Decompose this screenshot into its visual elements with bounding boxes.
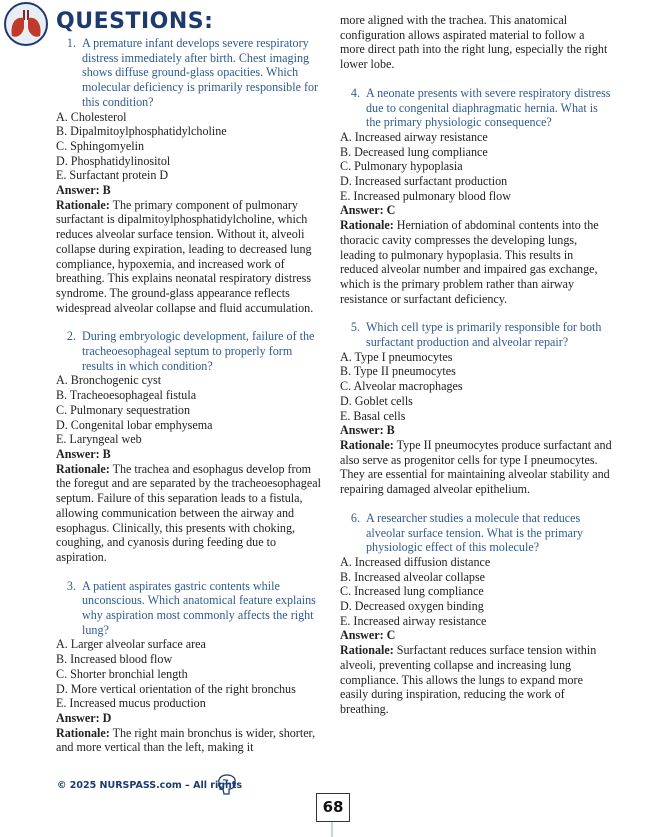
rationale-continued: more aligned with the trachea. This anatomical configuration allows aspirated material to follow a more direct path into the right lung, especially the right lower lobe.: [340, 13, 608, 72]
copyright-notice: © 2025 NURSPASS.com – All rights: [57, 780, 242, 791]
answer-option: A. Increased airway resistance: [340, 129, 488, 144]
answer-key: Answer: C: [340, 628, 396, 643]
answer-option: C. Pulmonary sequestration: [56, 402, 191, 417]
question-stem: [340, 86, 612, 130]
question-text: Which cell type is primarily responsible for both surfactant production and alveolar repair?: [366, 320, 602, 350]
question-block: [340, 320, 612, 496]
answer-key: Answer: D: [56, 710, 112, 725]
question-number: 1.: [66, 36, 76, 50]
answer-option: A. Increased diffusion distance: [340, 554, 491, 569]
rationale-label: Rationale:: [340, 643, 394, 658]
question-block: [56, 329, 326, 564]
answer-option: D. Goblet cells: [340, 393, 413, 408]
page-number-divider: [331, 822, 333, 837]
question-text: A patient aspirates gastric contents while unconscious. Which anatomical feature explains why aspiration most commonly affects the right lung?: [82, 578, 316, 637]
rationale-label: Rationale:: [56, 725, 110, 740]
rationale-text: Herniation of abdominal contents into the thoracic cavity compresses the developing lungs, leading to pulmonary hypoplasia. This results in reduced alveolar number and impaired gas exchange, which is the primary problem rather than airway resistance or surfactant deficiency.: [340, 218, 599, 306]
rationale-label: Rationale:: [56, 197, 110, 212]
brain-icon: [216, 772, 238, 796]
rationale: [56, 462, 326, 565]
rationale-text: The primary component of pulmonary surfactant is dipalmitoylphosphatidylcholine, which reduces alveolar surface tension. Without it, alveoli collapse during expiration, leading to decreased lung compliance, hypoxemia, and increased work of breathing. This explains neonatal respiratory distress syndrome. The ground-glass appearance reflects widespread alveolar collapse and fluid accumulation.: [56, 197, 314, 315]
question-block: [56, 579, 326, 755]
question-block: [340, 86, 612, 307]
answer-key: Answer: B: [56, 446, 111, 461]
question-text: A neonate presents with severe respiratory distress due to congenital diaphragmatic hernia. What is the primary physiologic consequence?: [366, 85, 611, 130]
answer-key: Answer: B: [56, 183, 111, 198]
question-number: 6.: [350, 510, 360, 525]
answer-option: C. Shorter bronchial length: [56, 666, 188, 681]
answer-key: Answer: C: [340, 203, 396, 218]
answer-option: E. Surfactant protein D: [56, 168, 169, 183]
question-block: [340, 511, 612, 717]
answer-option: D. Decreased oxygen binding: [340, 599, 484, 614]
answer-option: E. Basal cells: [340, 408, 406, 423]
question-stem: [56, 36, 326, 110]
rationale: [340, 438, 612, 497]
rationale: [340, 643, 612, 717]
rationale-label: Rationale:: [340, 218, 394, 233]
rationale: [56, 198, 326, 316]
answer-option: B. Increased blood flow: [56, 652, 173, 667]
question-number: 2.: [66, 329, 76, 344]
rationale-label: Rationale:: [340, 437, 394, 452]
question-number: 4.: [350, 85, 360, 100]
answer-option: C. Pulmonary hypoplasia: [340, 159, 463, 174]
answer-option: D. More vertical orientation of the right bronchus: [56, 681, 296, 696]
rationale-text: Type II pneumocytes produce surfactant and also serve as progenitor cells for type I pneumocytes. They are essential for maintaining alveolar stability and repairing damaged alveolar epithelium.: [340, 437, 612, 497]
answer-option: E. Laryngeal web: [56, 432, 142, 447]
answer-option: C. Alveolar macrophages: [340, 379, 463, 394]
answer-option: E. Increased mucus production: [56, 696, 206, 711]
question-stem: [56, 579, 326, 638]
rationale-label: Rationale:: [56, 461, 110, 476]
answer-option: B. Dipalmitoylphosphatidylcholine: [56, 124, 227, 139]
question-block: [56, 36, 326, 315]
answer-option: C. Sphingomyelin: [56, 138, 145, 153]
question-number: 5.: [350, 320, 360, 335]
answer-option: D. Increased surfactant production: [340, 174, 508, 189]
page-number: 68: [316, 793, 350, 822]
answer-option: B. Tracheoesophageal fistula: [56, 388, 197, 403]
question-text: A researcher studies a molecule that reduces alveolar surface tension. What is the primary physiologic effect of this molecule?: [366, 510, 584, 555]
answer-option: C. Increased lung compliance: [340, 584, 484, 599]
rationale-text: The trachea and esophagus develop from the foregut and are separated by the tracheoesophageal septum. Failure of this separation leads to a fistula, allowing communication between the airway and esophagus. Clinically, this presents with choking, coughing, and cyanosis during feeding due to aspiration.: [56, 461, 321, 564]
rationale: [56, 726, 326, 755]
answer-option: B. Decreased lung compliance: [340, 144, 488, 159]
question-text: A premature infant develops severe respiratory distress immediately after birth. Chest imaging shows diffuse ground-glass opacities. Which molecular deficiency is primarily responsible for this condition?: [82, 36, 319, 109]
answer-option: D. Phosphatidylinositol: [56, 153, 171, 168]
rationale: [340, 218, 612, 306]
answer-key: Answer: B: [340, 423, 395, 438]
answer-option: B. Increased alveolar collapse: [340, 569, 486, 584]
answer-option: E. Increased pulmonary blood flow: [340, 188, 511, 203]
page-title: QUESTIONS:: [56, 9, 214, 34]
question-stem: [340, 320, 612, 349]
answer-option: A. Cholesterol: [56, 109, 127, 124]
question-text: During embryologic development, failure of the tracheoesophageal septum to properly form results in which condition?: [82, 329, 315, 373]
answer-option: B. Type II pneumocytes: [340, 364, 456, 379]
lungs-logo-icon: [2, 2, 52, 46]
answer-option: A. Bronchogenic cyst: [56, 373, 162, 388]
question-stem: [56, 329, 326, 373]
rationale-text: The right main bronchus is wider, shorter, and more vertical than the left, making it: [56, 725, 316, 755]
question-number: 3.: [66, 578, 76, 593]
answer-option: D. Congenital lobar emphysema: [56, 417, 213, 432]
question-stem: [340, 511, 612, 555]
answer-option: A. Type I pneumocytes: [340, 349, 453, 364]
answer-option: A. Larger alveolar surface area: [56, 637, 206, 652]
left-column: [56, 36, 326, 755]
right-column: [340, 13, 612, 717]
answer-option: E. Increased airway resistance: [340, 613, 487, 628]
rationale-text: Surfactant reduces surface tension within alveoli, preventing collapse and increasing lung compliance. This allows the lungs to expand more easily during inspiration, reducing the work of breathing.: [340, 643, 597, 716]
